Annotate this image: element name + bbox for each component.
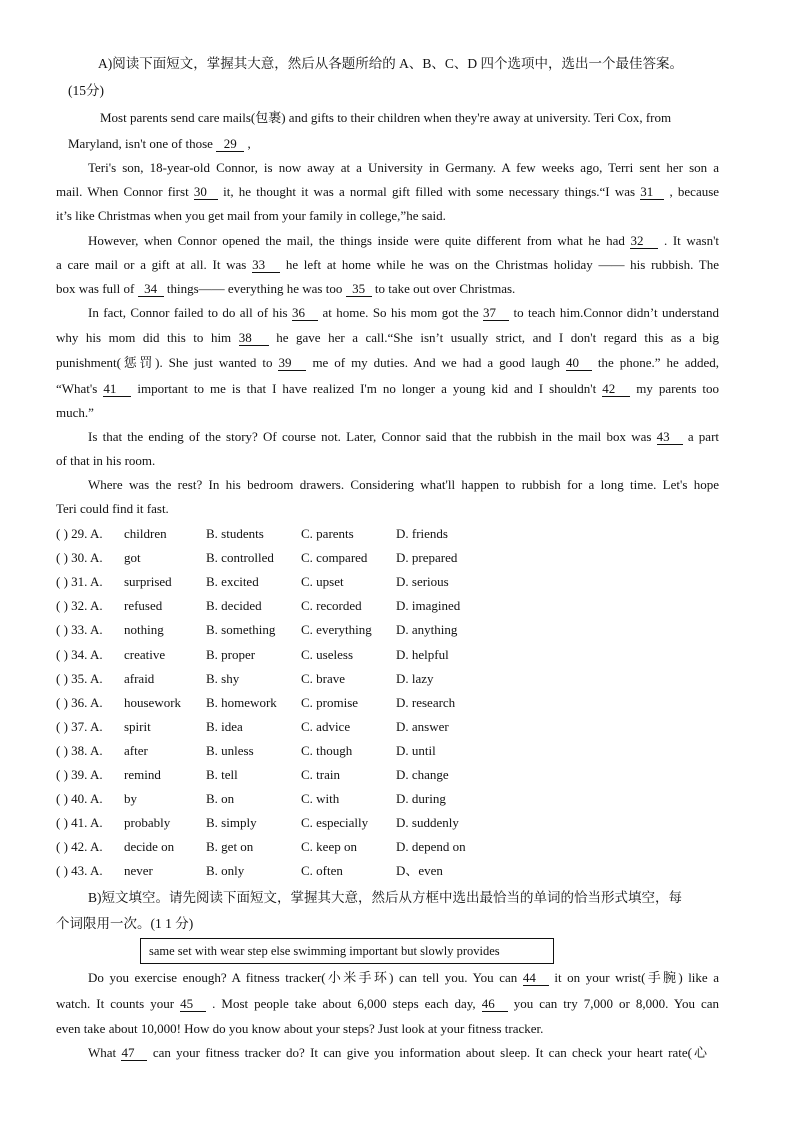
option-c: C. though xyxy=(301,742,353,758)
option-a: never xyxy=(124,863,153,879)
question-number[interactable]: ( ) 35. A. xyxy=(56,670,103,686)
option-b: B. controlled xyxy=(206,550,274,566)
blank-30[interactable]: 30 xyxy=(194,185,218,200)
passage-line: Where was the rest? In his bedroom drawers. Considering what'll happen to rubbish for a long time. Let's hope xyxy=(88,477,719,492)
option-a: decide on xyxy=(124,839,175,855)
question-number[interactable]: ( ) 39. A. xyxy=(56,767,103,782)
passage-line: of that in his room. xyxy=(56,453,156,468)
option-b: B. on xyxy=(206,791,235,807)
section-a-score: (15分) xyxy=(68,83,104,98)
option-a: housework xyxy=(124,694,182,710)
option-b: B. proper xyxy=(206,646,256,662)
option-a: refused xyxy=(124,598,163,614)
question-number[interactable]: ( ) 31. A. xyxy=(56,574,103,590)
blank-29[interactable]: 29 xyxy=(216,137,244,152)
blank-35[interactable]: 35 xyxy=(346,282,372,297)
option-b: B. homework xyxy=(206,694,277,710)
passage-line: box was full of 34 things—— everything he was too 35 to take out over Christmas. xyxy=(56,281,516,296)
option-c: C. with xyxy=(301,791,340,807)
blank-42[interactable]: 42 xyxy=(602,382,630,397)
option-c: C. often xyxy=(301,863,343,879)
question-number[interactable]: ( ) 37. A. xyxy=(56,718,103,734)
option-d: D. lazy xyxy=(396,670,434,686)
option-d: D. until xyxy=(396,742,436,758)
blank-34[interactable]: 34 xyxy=(138,282,164,297)
option-d: D. helpful xyxy=(396,646,449,662)
option-a: afraid xyxy=(124,670,155,686)
option-c: C. recorded xyxy=(301,598,362,614)
option-a: creative xyxy=(124,646,166,662)
option-c: C. train xyxy=(301,767,340,782)
passage-line: why his mom did this to him 38 he gave her a call.“She isn’t usually strict, and I don't regard this as a big xyxy=(56,330,720,345)
option-d: D. friends xyxy=(396,526,448,541)
passage-line: Teri could find it fast. xyxy=(56,501,169,516)
question-number[interactable]: ( ) 43. A. xyxy=(56,863,103,879)
option-d: D. depend on xyxy=(396,839,466,855)
option-b: B. unless xyxy=(206,742,254,758)
option-c: C. parents xyxy=(301,526,354,541)
option-c: C. everything xyxy=(301,622,372,638)
option-a: remind xyxy=(124,767,161,782)
blank-33[interactable]: 33 xyxy=(252,258,280,273)
option-b: B. get on xyxy=(206,839,254,855)
option-d: D. research xyxy=(396,694,456,710)
passage-line: However, when Connor opened the mail, the things inside were quite different from what he had 32 . It wasn't xyxy=(88,233,720,248)
option-d: D. suddenly xyxy=(396,815,459,831)
option-d: D. during xyxy=(396,791,446,807)
passage-line: Do you exercise enough? A fitness tracker(小米手环) can tell you. You can 44 it on your wrist(手腕) like a xyxy=(88,970,720,985)
passage-line: In fact, Connor failed to do all of his 36 at home. So his mom got the 37 to teach him.Connor didn’t understand xyxy=(88,305,720,320)
question-number[interactable]: ( ) 33. A. xyxy=(56,622,103,638)
passage-line: punishment(惩罚). She just wanted to 39 me of my duties. And we had a good laugh 40 the phone.” he added, xyxy=(56,355,720,370)
option-d: D. prepared xyxy=(396,550,458,566)
question-number[interactable]: ( ) 32. A. xyxy=(56,598,103,614)
option-b: B. idea xyxy=(206,718,243,734)
blank-46[interactable]: 46 xyxy=(482,997,508,1012)
option-c: C. brave xyxy=(301,670,346,686)
passage-line: Teri's son, 18-year-old Connor, is now away at a University in Germany. A few weeks ago, Terri sent her son a xyxy=(88,160,719,175)
blank-43[interactable]: 43 xyxy=(657,430,683,445)
option-a: got xyxy=(124,550,141,566)
blank-37[interactable]: 37 xyxy=(483,306,509,321)
blank-45[interactable]: 45 xyxy=(180,997,206,1012)
word-box: same set with wear step else swimming important but slowly provides xyxy=(140,938,554,964)
question-number[interactable]: ( ) 30. A. xyxy=(56,550,103,566)
blank-44[interactable]: 44 xyxy=(523,971,549,986)
passage-line: Is that the ending of the story? Of course not. Later, Connor said that the rubbish in the mail box was 43 a part xyxy=(88,429,720,444)
option-c: C. compared xyxy=(301,550,368,566)
option-c: C. especially xyxy=(301,815,369,831)
blank-38[interactable]: 38 xyxy=(239,331,269,346)
passage-line: it’s like Christmas when you get mail from your family in college,”he said. xyxy=(56,208,446,223)
blank-31[interactable]: 31 xyxy=(640,185,664,200)
blank-39[interactable]: 39 xyxy=(278,356,306,371)
passage-line: What 47 can your fitness tracker do? It can give you information about sleep. It can check your heart rate(心 xyxy=(88,1045,708,1060)
option-c: C. advice xyxy=(301,718,351,734)
question-number[interactable]: ( ) 34. A. xyxy=(56,646,103,662)
blank-40[interactable]: 40 xyxy=(566,356,592,371)
option-a: nothing xyxy=(124,622,164,638)
section-a-heading: A)阅读下面短文，掌握其大意，然后从各题所给的 A、B、C、D 四个选项中，选出一个最佳答案。 xyxy=(98,56,684,71)
section-b-score: 个词限用一次。(1 1 分) xyxy=(56,916,194,931)
passage-line: watch. It counts your 45 . Most people take about 6,000 steps each day, 46 you can try 7,000 or 8,000. You can xyxy=(56,996,720,1011)
option-a: after xyxy=(124,742,148,758)
passage-line: “What's 41 important to me is that I have realized I'm no longer a young kid and I shouldn't 42 my parents too xyxy=(56,381,720,396)
option-b: B. decided xyxy=(206,598,262,614)
question-number[interactable]: ( ) 41. A. xyxy=(56,815,103,831)
passage-line: even take about 10,000! How do you know about your steps? Just look at your fitness tracker. xyxy=(56,1021,544,1036)
blank-47[interactable]: 47 xyxy=(121,1046,147,1061)
option-d: D. imagined xyxy=(396,598,461,614)
passage-line: mail. When Connor first 30 it, he thought it was a normal gift filled with some necessary things.“I was 31 , because xyxy=(56,184,720,199)
option-d: D. anything xyxy=(396,622,458,638)
option-a: probably xyxy=(124,815,171,831)
option-a: surprised xyxy=(124,574,172,590)
option-b: B. only xyxy=(206,863,245,879)
option-d: D. answer xyxy=(396,718,449,734)
option-a: spirit xyxy=(124,718,151,734)
option-d: D. serious xyxy=(396,574,449,590)
question-number[interactable]: ( ) 40. A. xyxy=(56,791,103,807)
passage-line: Most parents send care mails(包裹) and gifts to their children when they're away at university. Teri Cox, from xyxy=(100,110,672,125)
option-b: B. something xyxy=(206,622,276,638)
passage-line: Maryland, isn't one of those 29 , xyxy=(68,136,251,151)
option-b: B. tell xyxy=(206,767,238,782)
question-number[interactable]: ( ) 29. A. xyxy=(56,526,103,541)
option-c: C. upset xyxy=(301,574,344,590)
option-b: B. students xyxy=(206,526,264,541)
option-b: B. shy xyxy=(206,670,240,686)
option-a: children xyxy=(124,526,167,541)
option-c: C. promise xyxy=(301,694,359,710)
option-c: C. keep on xyxy=(301,839,357,855)
question-number[interactable]: ( ) 38. A. xyxy=(56,742,103,758)
option-d: D、even xyxy=(396,863,443,879)
option-d: D. change xyxy=(396,767,449,782)
question-number[interactable]: ( ) 36. A. xyxy=(56,694,103,710)
option-a: by xyxy=(124,791,137,807)
option-b: B. simply xyxy=(206,815,257,831)
blank-32[interactable]: 32 xyxy=(630,234,658,249)
passage-line: much.” xyxy=(56,405,94,420)
option-c: C. useless xyxy=(301,646,353,662)
blank-36[interactable]: 36 xyxy=(292,306,318,321)
option-b: B. excited xyxy=(206,574,259,590)
passage-line: a care mail or a gift at all. It was 33 he left at home while he was on the Christmas holiday —— his rubbish. The xyxy=(56,257,720,272)
question-number[interactable]: ( ) 42. A. xyxy=(56,839,103,855)
blank-41[interactable]: 41 xyxy=(103,382,131,397)
section-b-heading: B)短文填空。请先阅读下面短文，掌握其大意，然后从方框中选出最恰当的单词的恰当形式填空，每 xyxy=(88,890,682,905)
